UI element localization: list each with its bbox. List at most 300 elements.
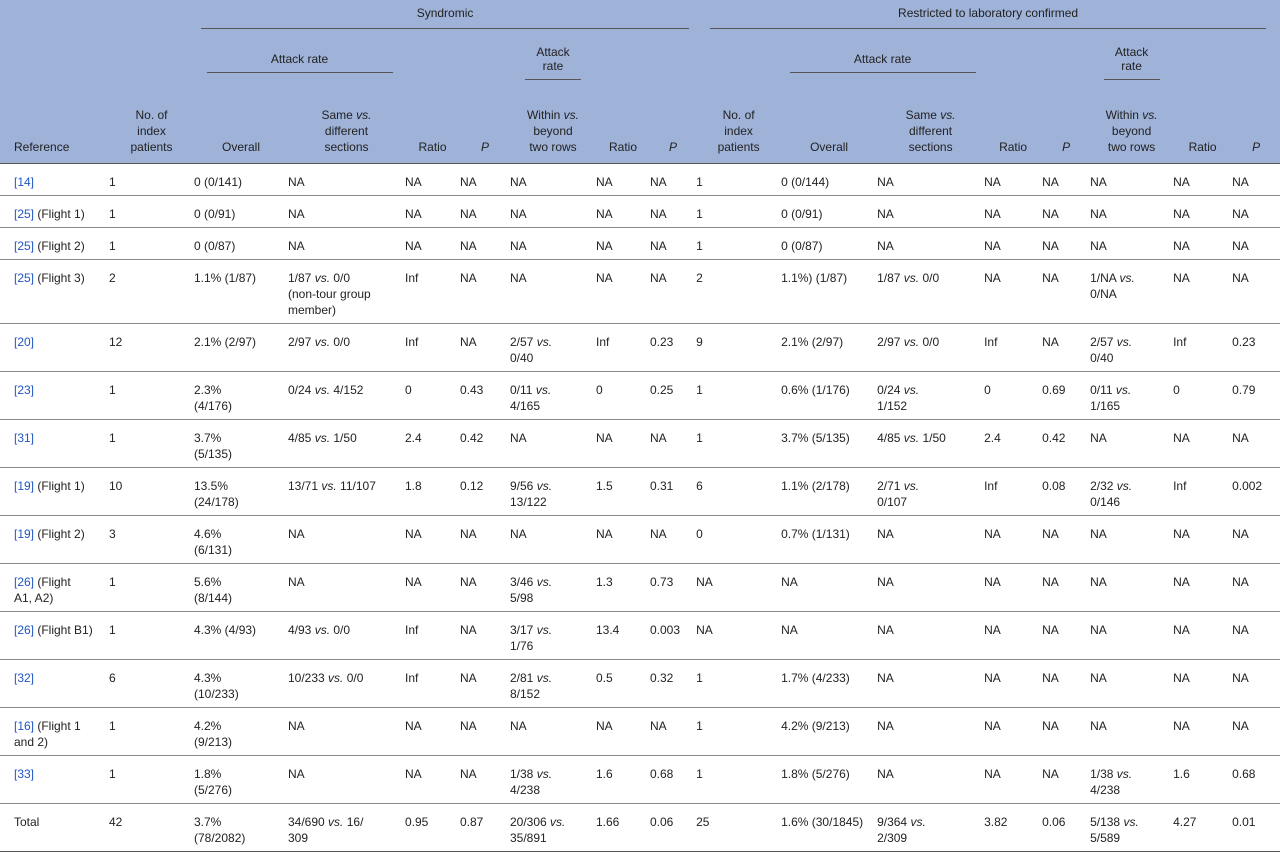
lab-overall-cell: NA: [781, 575, 798, 589]
index-patients-cell: 1: [109, 383, 116, 397]
within-ratio-cell: NA: [596, 175, 613, 189]
same-vs-different-cell: NA: [288, 767, 305, 781]
within-p-cell: 0.31: [650, 479, 674, 493]
lab-within-p-cell: NA: [1232, 671, 1249, 685]
same-p-cell: NA: [460, 175, 477, 189]
same-vs-different-cell: 34/690 vs. 16/ 309: [288, 815, 364, 845]
table-row: [0, 516, 1280, 564]
lab-within-vs-beyond-cell: NA: [1090, 207, 1107, 221]
overall-cell: 0 (0/87): [194, 239, 236, 253]
within-p-cell: 0.06: [650, 815, 674, 829]
within-vs-beyond-cell: NA: [510, 719, 527, 733]
reference-note: (Flight A1, A2): [14, 575, 71, 605]
table-row: [0, 564, 1280, 612]
reference-cell: [0, 228, 109, 260]
within-vs-beyond-cell: NA: [510, 431, 527, 445]
lab-within-p-cell: 0.002: [1232, 479, 1263, 493]
lab-within-vs-beyond-header: Within vs. beyond two rows: [1105, 108, 1158, 154]
lab-within-ratio-cell: NA: [1173, 207, 1190, 221]
lab-within-vs-beyond-cell: 2/57 vs. 0/40: [1090, 335, 1133, 365]
reference-link[interactable]: [20]: [14, 335, 35, 349]
lab-within-vs-beyond-cell: 2/32 vs. 0/146: [1090, 479, 1133, 509]
lab-same-ratio-cell: 2.4: [984, 431, 1001, 445]
lab-index-patients-cell: 1: [696, 383, 703, 397]
within-vs-beyond-cell: NA: [510, 239, 527, 253]
lab-same-ratio-cell: NA: [984, 671, 1001, 685]
lab-same-ratio-cell: NA: [984, 527, 1001, 541]
within-p-cell: NA: [650, 175, 667, 189]
lab-within-vs-beyond-cell: 0/11 vs. 1/165: [1090, 383, 1132, 413]
within-ratio-cell: NA: [596, 207, 613, 221]
lab-index-patients-cell: 1: [696, 239, 703, 253]
reference-cell: [0, 468, 109, 516]
table-row: [0, 196, 1280, 228]
lab-same-p-cell: NA: [1042, 767, 1059, 781]
same-ratio-cell: 0.95: [405, 815, 429, 829]
same-p-cell: NA: [460, 719, 477, 733]
same-vs-different-cell: 10/233 vs. 0/0: [288, 671, 364, 685]
lab-overall-cell: 3.7% (5/135): [781, 431, 850, 445]
within-vs-beyond-cell: 9/56 vs. 13/122: [510, 479, 553, 509]
reference-note: (Flight 1): [34, 479, 85, 493]
same-p-cell: NA: [460, 335, 477, 349]
lab-same-ratio-cell: NA: [984, 623, 1001, 637]
ratio-header: Ratio: [608, 140, 637, 154]
lab-same-vs-different-cell: 4/85 vs. 1/50: [877, 431, 946, 445]
same-vs-different-cell: NA: [288, 175, 305, 189]
within-vs-beyond-cell: NA: [510, 527, 527, 541]
lab-overall-cell: 2.1% (2/97): [781, 335, 844, 349]
lab-within-ratio-cell: NA: [1173, 175, 1190, 189]
lab-same-ratio-cell: 3.82: [984, 815, 1008, 829]
overall-cell: 4.3% (4/93): [194, 623, 257, 637]
lab-overall-cell: 0 (0/144): [781, 175, 830, 189]
lab-overall-cell: 1.6% (30/1845): [781, 815, 864, 829]
overall-cell: 1.8% (5/276): [194, 767, 233, 797]
same-p-cell: 0.12: [460, 479, 484, 493]
same-ratio-cell: 2.4: [405, 431, 422, 445]
reference-header: Reference: [14, 140, 70, 154]
reference-link[interactable]: [25]: [14, 271, 35, 285]
within-p-cell: 0.32: [650, 671, 674, 685]
lab-same-ratio-cell: NA: [984, 719, 1001, 733]
within-ratio-cell: 1.6: [596, 767, 613, 781]
same-vs-different-cell: 2/97 vs. 0/0: [288, 335, 351, 349]
lab-within-vs-beyond-cell: NA: [1090, 527, 1107, 541]
reference-cell: [0, 804, 109, 852]
lab-same-vs-different-cell: 2/71 vs. 0/107: [877, 479, 920, 509]
lab-overall-cell: 0.6% (1/176): [781, 383, 850, 397]
within-vs-beyond-cell: NA: [510, 207, 527, 221]
lab-overall-cell: 1.1%) (1/87): [781, 271, 848, 285]
table-row: [0, 372, 1280, 420]
lab-within-ratio-cell: 1.6: [1173, 767, 1190, 781]
overall-cell: 4.3% (10/233): [194, 671, 239, 701]
reference-note: (Flight 2): [34, 239, 85, 253]
table-row: [0, 660, 1280, 708]
same-p-cell: 0.87: [460, 815, 484, 829]
same-p-cell: NA: [460, 767, 477, 781]
within-vs-beyond-cell: 2/81 vs. 8/152: [510, 671, 553, 701]
lab-ratio-header: Ratio: [999, 140, 1028, 154]
lab-overall-cell: 1.7% (4/233): [781, 671, 850, 685]
lab-index-patients-cell: 1: [696, 767, 703, 781]
table-header: [0, 0, 1280, 164]
reference-cell: [0, 612, 109, 660]
lab-same-vs-different-cell: NA: [877, 623, 894, 637]
lab-within-ratio-cell: Inf: [1173, 479, 1187, 493]
table-row: [0, 228, 1280, 260]
lab-within-vs-beyond-cell: NA: [1090, 575, 1107, 589]
laboratory-label: Restricted to laboratory confirmed: [710, 6, 1266, 29]
same-p-cell: NA: [460, 671, 477, 685]
same-vs-different-header: Same vs. different sections: [321, 108, 372, 154]
reference-link[interactable]: [33]: [14, 767, 35, 781]
lab-same-p-cell: NA: [1042, 271, 1059, 285]
lab-same-ratio-cell: Inf: [984, 479, 998, 493]
reference-cell: [0, 516, 109, 564]
reference-link[interactable]: [31]: [14, 431, 35, 445]
lab-same-ratio-cell: NA: [984, 175, 1001, 189]
attack-rate-header: Attack rate: [194, 35, 405, 89]
reference-link[interactable]: [25]: [14, 239, 35, 253]
same-p-cell: NA: [460, 207, 477, 221]
lab-within-vs-beyond-cell: 1/38 vs. 4/238: [1090, 767, 1133, 797]
lab-within-p-cell: NA: [1232, 175, 1249, 189]
overall-cell: 1.1% (1/87): [194, 271, 257, 285]
lab-within-ratio-cell: NA: [1173, 431, 1190, 445]
same-vs-different-cell: 0/24 vs. 4/152: [288, 383, 364, 397]
table-row: [0, 612, 1280, 660]
lab-within-ratio-cell: NA: [1173, 271, 1190, 285]
lab-within-vs-beyond-cell: NA: [1090, 623, 1107, 637]
same-p-cell: NA: [460, 575, 477, 589]
reference-link[interactable]: [26]: [14, 623, 35, 637]
same-p-cell: NA: [460, 239, 477, 253]
lab-overall-cell: 1.8% (5/276): [781, 767, 850, 781]
reference-link[interactable]: [25]: [14, 207, 35, 221]
lab-same-p-cell: 0.42: [1042, 431, 1066, 445]
reference-cell: [0, 708, 109, 756]
within-p-cell: 0.68: [650, 767, 674, 781]
lab-same-p-cell: NA: [1042, 335, 1059, 349]
within-vs-beyond-cell: 20/306 vs. 35/891: [510, 815, 566, 845]
lab-overall-cell: 0 (0/87): [781, 239, 823, 253]
same-vs-different-cell: 13/71 vs. 11/107: [288, 479, 376, 493]
index-patients-header: No. of index patients: [130, 108, 173, 154]
index-patients-cell: 1: [109, 575, 116, 589]
table-row: [0, 708, 1280, 756]
lab-same-ratio-cell: 0: [984, 383, 991, 397]
same-ratio-cell: NA: [405, 719, 422, 733]
table-row: [0, 468, 1280, 516]
lab-index-patients-cell: 2: [696, 271, 703, 285]
reference-note: (Flight 1): [34, 207, 85, 221]
same-ratio-cell: NA: [405, 767, 422, 781]
same-vs-different-cell: 4/85 vs. 1/50: [288, 431, 357, 445]
lab-same-vs-different-cell: NA: [877, 719, 894, 733]
same-p-cell: NA: [460, 527, 477, 541]
within-p-cell: NA: [650, 719, 667, 733]
within-p-cell: 0.23: [650, 335, 674, 349]
lab-overall-cell: 4.2% (9/213): [781, 719, 850, 733]
lab-index-patients-cell: 1: [696, 431, 703, 445]
reference-cell: [0, 164, 109, 196]
index-patients-cell: 6: [109, 671, 116, 685]
ratio-header: Ratio: [418, 140, 447, 154]
lab-within-ratio-cell: NA: [1173, 575, 1190, 589]
lab-within-ratio-cell: 0: [1173, 383, 1180, 397]
lab-index-patients-cell: 1: [696, 175, 703, 189]
overall-cell: 0 (0/141): [194, 175, 243, 189]
within-ratio-cell: 0: [596, 383, 603, 397]
index-patients-cell: 10: [109, 479, 123, 493]
same-p-cell: NA: [460, 623, 477, 637]
overall-cell: 5.6% (8/144): [194, 575, 233, 605]
lab-index-patients-cell: NA: [696, 623, 713, 637]
lab-within-ratio-cell: NA: [1173, 719, 1190, 733]
within-p-cell: NA: [650, 527, 667, 541]
index-patients-cell: 2: [109, 271, 116, 285]
lab-p-header: P: [1252, 140, 1261, 154]
lab-same-p-cell: NA: [1042, 719, 1059, 733]
reference-label: Total: [14, 815, 40, 829]
lab-within-ratio-cell: NA: [1173, 671, 1190, 685]
index-patients-cell: 1: [109, 767, 116, 781]
lab-within-vs-beyond-cell: NA: [1090, 431, 1107, 445]
index-patients-cell: 1: [109, 623, 116, 637]
index-patients-cell: 12: [109, 335, 123, 349]
lab-same-p-cell: 0.69: [1042, 383, 1066, 397]
within-p-cell: NA: [650, 239, 667, 253]
within-p-cell: NA: [650, 431, 667, 445]
lab-index-patients-cell: NA: [696, 575, 713, 589]
same-vs-different-cell: NA: [288, 719, 305, 733]
lab-within-p-cell: NA: [1232, 575, 1249, 589]
reference-link[interactable]: [14]: [14, 175, 35, 189]
lab-attack-rate-short-header: Attack rate: [1090, 35, 1173, 89]
lab-overall-cell: 1.1% (2/178): [781, 479, 850, 493]
table-row: [0, 324, 1280, 372]
reference-note: (Flight 2): [34, 527, 85, 541]
table-row: [0, 260, 1280, 324]
within-ratio-cell: NA: [596, 271, 613, 285]
table-row: [0, 164, 1280, 196]
lab-same-vs-different-cell: NA: [877, 207, 894, 221]
p-header: P: [669, 140, 678, 154]
lab-within-ratio-cell: Inf: [1173, 335, 1187, 349]
lab-overall-cell: 0.7% (1/131): [781, 527, 850, 541]
reference-cell: [0, 324, 109, 372]
lab-same-vs-different-cell: NA: [877, 671, 894, 685]
within-vs-beyond-cell: 0/11 vs. 4/165: [510, 383, 552, 413]
within-ratio-cell: Inf: [596, 335, 610, 349]
table-row: [0, 804, 1280, 852]
lab-same-vs-different-cell: 0/24 vs. 1/152: [877, 383, 920, 413]
within-ratio-cell: NA: [596, 719, 613, 733]
lab-overall-cell: NA: [781, 623, 798, 637]
within-vs-beyond-header: Within vs. beyond two rows: [526, 108, 580, 154]
lab-same-ratio-cell: NA: [984, 207, 1001, 221]
overall-cell: 0 (0/91): [194, 207, 236, 221]
within-vs-beyond-cell: 3/17 vs. 1/76: [510, 623, 553, 653]
index-patients-cell: 1: [109, 207, 116, 221]
same-ratio-cell: Inf: [405, 335, 419, 349]
reference-link[interactable]: [32]: [14, 671, 35, 685]
reference-cell: [0, 660, 109, 708]
lab-within-p-cell: 0.79: [1232, 383, 1256, 397]
lab-index-patients-cell: 1: [696, 207, 703, 221]
lab-same-p-cell: NA: [1042, 239, 1059, 253]
lab-attack-rate-header: Attack rate: [781, 35, 984, 89]
within-ratio-cell: 1.66: [596, 815, 620, 829]
table-row: [0, 420, 1280, 468]
index-patients-cell: 1: [109, 175, 116, 189]
lab-same-vs-different-cell: NA: [877, 175, 894, 189]
reference-cell: [0, 756, 109, 804]
lab-within-p-cell: 0.23: [1232, 335, 1256, 349]
reference-cell: [0, 564, 109, 612]
lab-same-vs-different-header: Same vs. different sections: [905, 108, 956, 154]
lab-within-vs-beyond-cell: 1/NA vs. 0/NA: [1090, 271, 1135, 301]
lab-index-patients-cell: 1: [696, 671, 703, 685]
lab-ratio-header: Ratio: [1188, 140, 1217, 154]
index-patients-cell: 1: [109, 431, 116, 445]
reference-link[interactable]: [16]: [14, 719, 35, 733]
reference-note: (Flight 3): [34, 271, 85, 285]
reference-cell: [0, 372, 109, 420]
lab-index-patients-cell: 6: [696, 479, 703, 493]
lab-same-p-cell: NA: [1042, 207, 1059, 221]
lab-within-p-cell: 0.01: [1232, 815, 1256, 829]
lab-same-p-cell: 0.06: [1042, 815, 1066, 829]
same-ratio-cell: NA: [405, 527, 422, 541]
overall-header: Overall: [221, 140, 260, 154]
overall-cell: 3.7% (78/2082): [194, 815, 246, 845]
same-vs-different-cell: NA: [288, 207, 305, 221]
lab-p-header: P: [1062, 140, 1071, 154]
same-ratio-cell: Inf: [405, 623, 419, 637]
lab-within-vs-beyond-cell: NA: [1090, 175, 1107, 189]
same-p-cell: NA: [460, 271, 477, 285]
table-row: [0, 756, 1280, 804]
same-ratio-cell: NA: [405, 175, 422, 189]
lab-same-vs-different-cell: 9/364 vs. 2/309: [877, 815, 926, 845]
reference-link[interactable]: [23]: [14, 383, 35, 397]
lab-same-p-cell: NA: [1042, 527, 1059, 541]
lab-within-ratio-cell: NA: [1173, 239, 1190, 253]
same-ratio-cell: NA: [405, 575, 422, 589]
lab-same-p-cell: NA: [1042, 175, 1059, 189]
attack-rate-short-header: Attack rate: [510, 35, 596, 89]
lab-within-ratio-cell: 4.27: [1173, 815, 1197, 829]
same-ratio-cell: 0: [405, 383, 412, 397]
same-vs-different-cell: NA: [288, 239, 305, 253]
within-ratio-cell: 0.5: [596, 671, 613, 685]
within-ratio-cell: NA: [596, 239, 613, 253]
syndromic-label: Syndromic: [201, 6, 689, 29]
lab-same-ratio-cell: NA: [984, 767, 1001, 781]
lab-same-vs-different-cell: NA: [877, 575, 894, 589]
index-patients-cell: 1: [109, 239, 116, 253]
lab-within-p-cell: NA: [1232, 239, 1249, 253]
lab-within-p-cell: NA: [1232, 719, 1249, 733]
lab-same-vs-different-cell: 2/97 vs. 0/0: [877, 335, 940, 349]
lab-index-patients-header: No. of index patients: [717, 108, 760, 154]
reference-link[interactable]: [19]: [14, 527, 35, 541]
same-vs-different-cell: 1/87 vs. 0/0 (non-tour group member): [288, 271, 371, 317]
same-ratio-cell: Inf: [405, 671, 419, 685]
within-p-cell: NA: [650, 207, 667, 221]
lab-within-vs-beyond-cell: NA: [1090, 671, 1107, 685]
syndromic-group-header: [194, 0, 696, 35]
lab-same-ratio-cell: NA: [984, 575, 1001, 589]
within-p-cell: 0.25: [650, 383, 674, 397]
overall-cell: 3.7% (5/135): [194, 431, 233, 461]
lab-index-patients-cell: 0: [696, 527, 703, 541]
same-p-cell: 0.43: [460, 383, 484, 397]
overall-cell: 4.2% (9/213): [194, 719, 233, 749]
lab-same-vs-different-cell: 1/87 vs. 0/0: [877, 271, 940, 285]
within-ratio-cell: NA: [596, 527, 613, 541]
lab-within-vs-beyond-cell: NA: [1090, 719, 1107, 733]
within-vs-beyond-cell: 1/38 vs. 4/238: [510, 767, 553, 797]
same-p-cell: 0.42: [460, 431, 484, 445]
laboratory-group-header: [696, 0, 1280, 35]
lab-overall-header: Overall: [810, 140, 849, 154]
lab-same-p-cell: NA: [1042, 671, 1059, 685]
lab-index-patients-cell: 25: [696, 815, 710, 829]
lab-within-p-cell: NA: [1232, 271, 1249, 285]
lab-within-vs-beyond-cell: NA: [1090, 239, 1107, 253]
lab-same-vs-different-cell: NA: [877, 767, 894, 781]
same-vs-different-cell: NA: [288, 527, 305, 541]
same-vs-different-cell: NA: [288, 575, 305, 589]
index-patients-cell: 3: [109, 527, 116, 541]
lab-within-ratio-cell: NA: [1173, 527, 1190, 541]
within-ratio-cell: 1.5: [596, 479, 613, 493]
lab-within-p-cell: 0.68: [1232, 767, 1256, 781]
lab-overall-cell: 0 (0/91): [781, 207, 823, 221]
lab-same-p-cell: NA: [1042, 575, 1059, 589]
within-vs-beyond-cell: NA: [510, 175, 527, 189]
lab-index-patients-cell: 1: [696, 719, 703, 733]
lab-same-p-cell: 0.08: [1042, 479, 1066, 493]
lab-same-ratio-cell: Inf: [984, 335, 998, 349]
overall-cell: 13.5% (24/178): [194, 479, 239, 509]
reference-cell: [0, 420, 109, 468]
reference-link[interactable]: [19]: [14, 479, 35, 493]
lab-within-p-cell: NA: [1232, 431, 1249, 445]
p-header: P: [480, 140, 489, 154]
reference-link[interactable]: [26]: [14, 575, 35, 589]
table-body: [0, 164, 1280, 852]
lab-within-p-cell: NA: [1232, 623, 1249, 637]
within-ratio-cell: 1.3: [596, 575, 613, 589]
lab-within-p-cell: NA: [1232, 207, 1249, 221]
lab-same-p-cell: NA: [1042, 623, 1059, 637]
within-ratio-cell: 13.4: [596, 623, 620, 637]
same-vs-different-cell: 4/93 vs. 0/0: [288, 623, 351, 637]
within-p-cell: 0.73: [650, 575, 674, 589]
lab-index-patients-cell: 9: [696, 335, 703, 349]
index-patients-cell: 1: [109, 719, 116, 733]
within-p-cell: 0.003: [650, 623, 681, 637]
reference-note: (Flight 1 and 2): [14, 719, 81, 749]
within-vs-beyond-cell: NA: [510, 271, 527, 285]
within-vs-beyond-cell: 3/46 vs. 5/98: [510, 575, 553, 605]
reference-cell: [0, 260, 109, 324]
